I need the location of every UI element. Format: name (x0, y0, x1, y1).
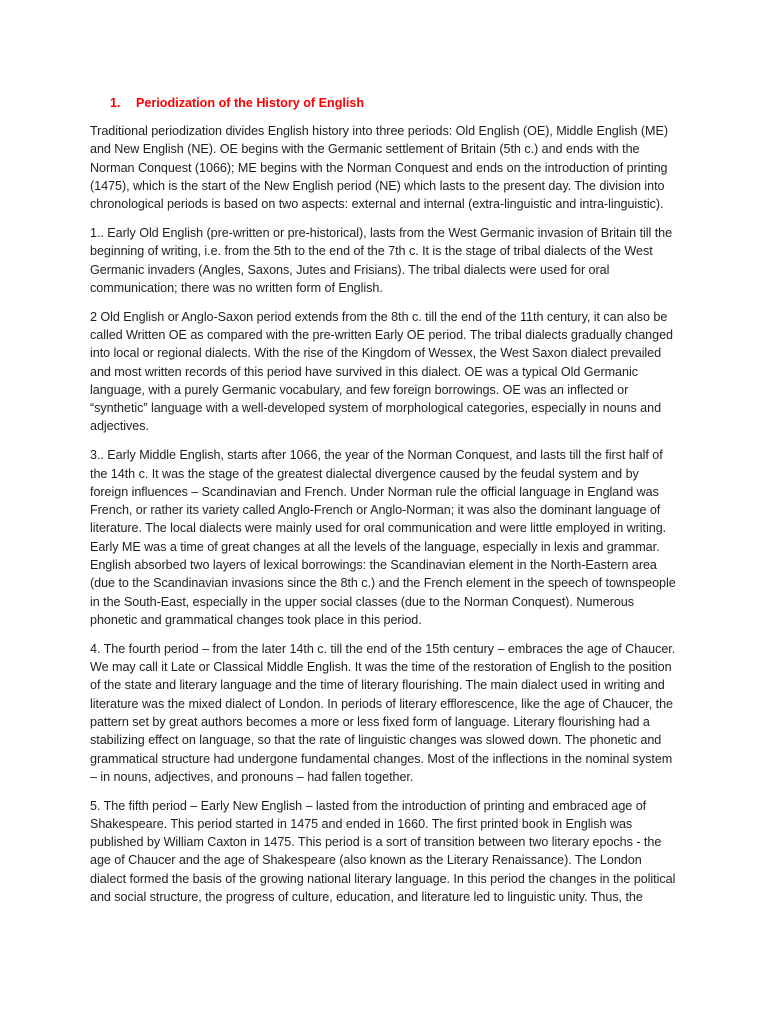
paragraph-period-4: 4. The fourth period – from the later 14th c. till the end of the 15th century – embraces the age of Chaucer. We may call it Late or Classical Middle English. It was the time of the restoration of English to the position of the state and literary language and the time of literary flourishing. The main dialect used in writing and literature was the mixed dialect of London. In periods of literary efflorescence, like the age of Chaucer, the pattern set by great authors becomes a more or less fixed form of language. Literary flourishing had a stabilizing effect on language, so that the rate of linguistic changes was slowed down. The phonetic and grammatical structure had undergone fundamental changes. Most of the inflections in the nominal system – in nouns, adjectives, and pronouns – had fallen together. (90, 641, 676, 784)
paragraph-period-3: 3.. Early Middle English, starts after 1066, the year of the Norman Conquest, and lasts till the first half of the 14th c. It was the stage of the greatest dialectal divergence caused by the feudal system and by foreign influences – Scandinavian and French. Under Norman rule the official language in England was French, or rather its variety called Anglo-French or Anglo-Norman; it was also the dominant language of literature. The local dialects were mainly used for oral communication and were little employed in writing. Early ME was a time of great changes at all the levels of the language, especially in lexis and grammar. English absorbed two layers of lexical borrowings: the Scandinavian element in the North-Eastern area (due to the Scandinavian invasions since the 8th c.) and the French element in the speech of townspeople in the South-East, especially in the upper social classes (due to the Norman Conquest). Numerous phonetic and grammatical changes took place in this period. (90, 448, 676, 627)
section-heading (90, 94, 680, 112)
paragraph-period-1: 1.. Early Old English (pre-written or pre-historical), lasts from the West Germanic invasion of Britain till the beginning of writing, i.e. from the 5th to the end of the 7th c. It is the stage of tribal dialects of the West Germanic invaders (Angles, Saxons, Jutes and Frisians). The tribal dialects were used for oral communication; there was no written form of English. (90, 225, 673, 295)
section-number: 1. (110, 96, 121, 110)
section-title: Periodization of the History of English (136, 96, 365, 110)
paragraph-period-2: 2 Old English or Anglo-Saxon period extends from the 8th c. till the end of the 11th century, it can also be called Written OE as compared with the pre-written Early OE period. The tribal dialects gradually changed into local or regional dialects. With the rise of the Kingdom of Wessex, the West Saxon dialect prevailed and most written records of this period have survived in this dialect. OE was a typical Old Germanic language, with a purely Germanic vocabulary, and few foreign borrowings. OE was an inflected or “synthetic” language with a well-developed system of morphological categories, especially in nouns and adjectives. (90, 309, 673, 434)
paragraph-intro: Traditional periodization divides English history into three periods: Old English (OE), Middle English (ME) and New English (NE). OE begins with the Germanic settlement of Britain (5th c.) and ends with the Norman Conquest (1066); ME begins with the Norman Conquest and ends on the introduction of printing (1475), which is the start of the New English period (NE) which lasts to the present day. The division into chronological periods is based on two aspects: external and internal (extra-linguistic and intra-linguistic). (90, 124, 668, 212)
paragraph-period-5: 5. The fifth period – Early New English – lasted from the introduction of printing and embraced age of Shakespeare. This period started in 1475 and ended in 1660. The first printed book in English was published by William Caxton in 1475. This period is a sort of transition between two literary epochs - the age of Chaucer and the age of Shakespeare (also known as the Literary Renaissance). The London dialect formed the basis of the growing national literary language. In this period the changes in the political and social structure, the progress of culture, education, and literature led to linguistic unity. Thus, the (90, 798, 676, 905)
